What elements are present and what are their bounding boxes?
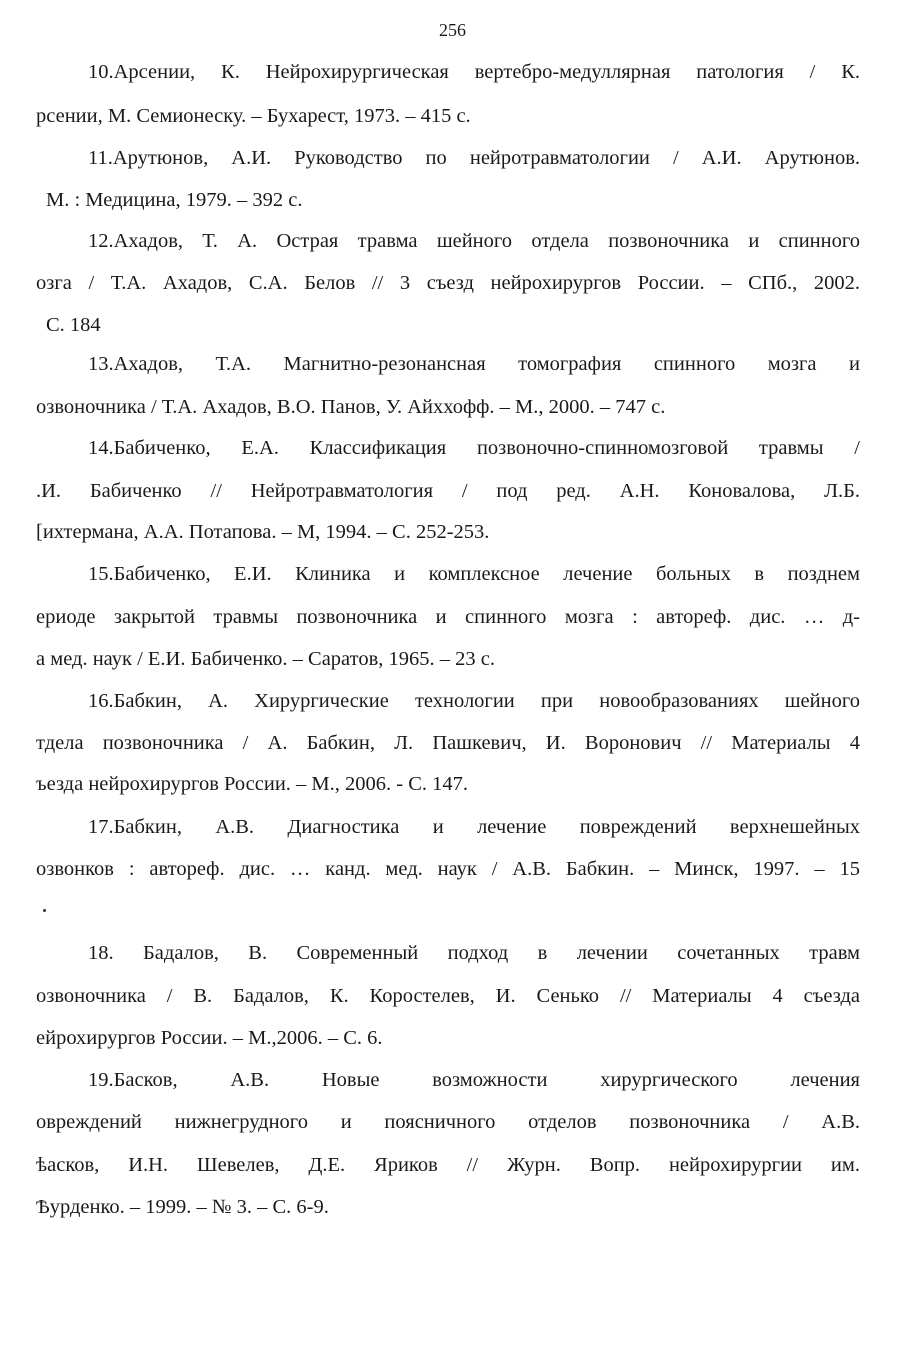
reference-14-line-1: 14.Бабиченко, Е.А. Классификация позвоночно-спинномозговой травмы /: [88, 437, 860, 459]
reference-10-line-1: 10.Арсении, К. Нейрохирургическая вертебро-медуллярная патология / К.: [88, 61, 860, 83]
reference-17-line-2: озвонков : автореф. дис. … канд. мед. наук / А.В. Бабкин. – Минск, 1997. – 15: [36, 858, 860, 880]
reference-16-line-2: тдела позвоночника / А. Бабкин, Л. Пашкевич, И. Воронович // Материалы 4: [36, 732, 860, 754]
page-number: 256: [439, 20, 466, 40]
reference-14-line-3: [ихтермана, А.А. Потапова. – М, 1994. – С. 252-253.: [36, 521, 490, 543]
reference-15-line-2: ериоде закрытой травмы позвоночника и спинного мозга : автореф. дис. … д-: [36, 606, 860, 628]
reference-16-line-1: 16.Бабкин, А. Хирургические технологии при новообразованиях шейного: [88, 690, 860, 712]
reference-19-line-3: ѣасков, И.Н. Шевелев, Д.Е. Яриков // Журн. Вопр. нейрохирургии им.: [36, 1154, 860, 1176]
reference-13-line-2: озвоночника / Т.А. Ахадов, В.О. Панов, У. Айххофф. – М., 2000. – 747 с.: [36, 396, 666, 418]
reference-14-line-2: .И. Бабиченко // Нейротравматология / под ред. А.Н. Коновалова, Л.Б.: [36, 480, 860, 502]
reference-13-line-1: 13.Ахадов, Т.А. Магнитно-резонансная томография спинного мозга и: [88, 353, 860, 375]
reference-17-line-1: 17.Бабкин, А.В. Диагностика и лечение повреждений верхнешейных: [88, 816, 860, 838]
reference-15-line-1: 15.Бабиченко, Е.И. Клиника и комплексное лечение больных в позднем: [88, 563, 860, 585]
reference-12-line-1: 12.Ахадов, Т. А. Острая травма шейного отдела позвоночника и спинного: [88, 230, 860, 252]
stray-mark: [43, 909, 46, 912]
reference-11-line-1: 11.Арутюнов, А.И. Руководство по нейротравматологии / А.И. Арутюнов.: [88, 147, 860, 169]
reference-18-line-1: 18. Бадалов, В. Современный подход в лечении сочетанных травм: [88, 942, 860, 964]
reference-12-line-3: С. 184: [46, 314, 101, 336]
reference-11-line-2: М. : Медицина, 1979. – 392 с.: [46, 189, 303, 211]
reference-18-line-3: ейрохирургов России. – М.,2006. – С. 6.: [36, 1027, 383, 1049]
reference-16-line-3: ъезда нейрохирургов России. – М., 2006. - С. 147.: [36, 773, 469, 795]
reference-19-line-2: овреждений нижнегрудного и поясничного отделов позвоночника / А.В.: [36, 1111, 860, 1133]
reference-19-line-4: Ѣурденко. – 1999. – № 3. – С. 6-9.: [36, 1196, 329, 1218]
reference-18-line-2: озвоночника / В. Бадалов, К. Коростелев, И. Сенько // Материалы 4 съезда: [36, 985, 860, 1007]
reference-10-line-2: рсении, М. Семионеску. – Бухарест, 1973. – 415 с.: [36, 105, 471, 127]
reference-19-line-1: 19.Басков, А.В. Новые возможности хирургического лечения: [88, 1069, 860, 1091]
reference-15-line-3: а мед. наук / Е.И. Бабиченко. – Саратов, 1965. – 23 с.: [36, 648, 495, 670]
reference-12-line-2: озга / Т.А. Ахадов, С.А. Белов // 3 съезд нейрохирургов России. – СПб., 2002.: [36, 272, 860, 294]
